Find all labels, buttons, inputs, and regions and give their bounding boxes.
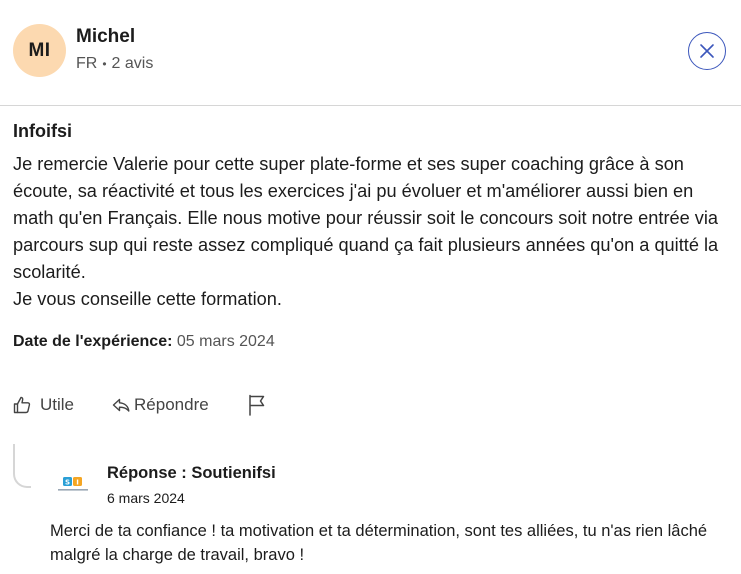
reviewer-header [0, 0, 741, 106]
experience-date-label: Date de l'expérience: [13, 333, 173, 350]
flag-icon [247, 394, 267, 416]
company-logo-letter: I [76, 478, 79, 487]
reviewer-country: FR [76, 55, 98, 72]
thumbs-up-icon [13, 396, 31, 414]
review-paragraph: Je vous conseille cette formation. [13, 289, 282, 309]
reviewer-name[interactable]: Michel [76, 26, 136, 47]
reviewer-meta [76, 55, 153, 73]
useful-button[interactable] [13, 395, 74, 415]
company-logo [56, 476, 90, 496]
review-body [13, 151, 735, 313]
reply-button[interactable] [112, 395, 209, 415]
avatar: MI [13, 24, 66, 77]
company-reply-heading: Réponse : Soutienifsi [107, 464, 276, 482]
company-reply-date: 6 mars 2024 [107, 490, 185, 506]
review-title: Infoifsi [13, 121, 72, 141]
close-icon [699, 43, 715, 59]
company-logo-letter: S [64, 478, 71, 487]
reply-arrow-icon [112, 396, 130, 414]
reviewer-review-count: 2 avis [111, 55, 154, 72]
review-actions [13, 392, 267, 418]
company-reply-body: Merci de ta confiance ! ta motivation et ta détermination, sont tes alliées, tu n'as rien lâché malgré la charge de travail, bravo ! [50, 522, 708, 564]
experience-date [13, 333, 275, 351]
reply-connector [13, 444, 31, 488]
experience-date-value: 05 mars 2024 [176, 333, 275, 350]
review-paragraph: Je remercie Valerie pour cette super plate-forme et ses super coaching grâce à son écoute, sa réactivité et tous les exercices j'ai pu évoluer et m'améliorer aussi bien en math qu'en Français. Elle nous motive pour réussir soit le concours soit notre entrée via parcours sup qui reste assez compliqué quand ça fait plusieurs années qu'on a quitté la scolarité. [13, 154, 719, 282]
meta-separator: • [102, 57, 107, 71]
close-button[interactable] [688, 32, 726, 70]
report-button[interactable] [247, 394, 267, 416]
useful-label: Utile [40, 395, 75, 414]
reply-label: Répondre [134, 395, 209, 414]
